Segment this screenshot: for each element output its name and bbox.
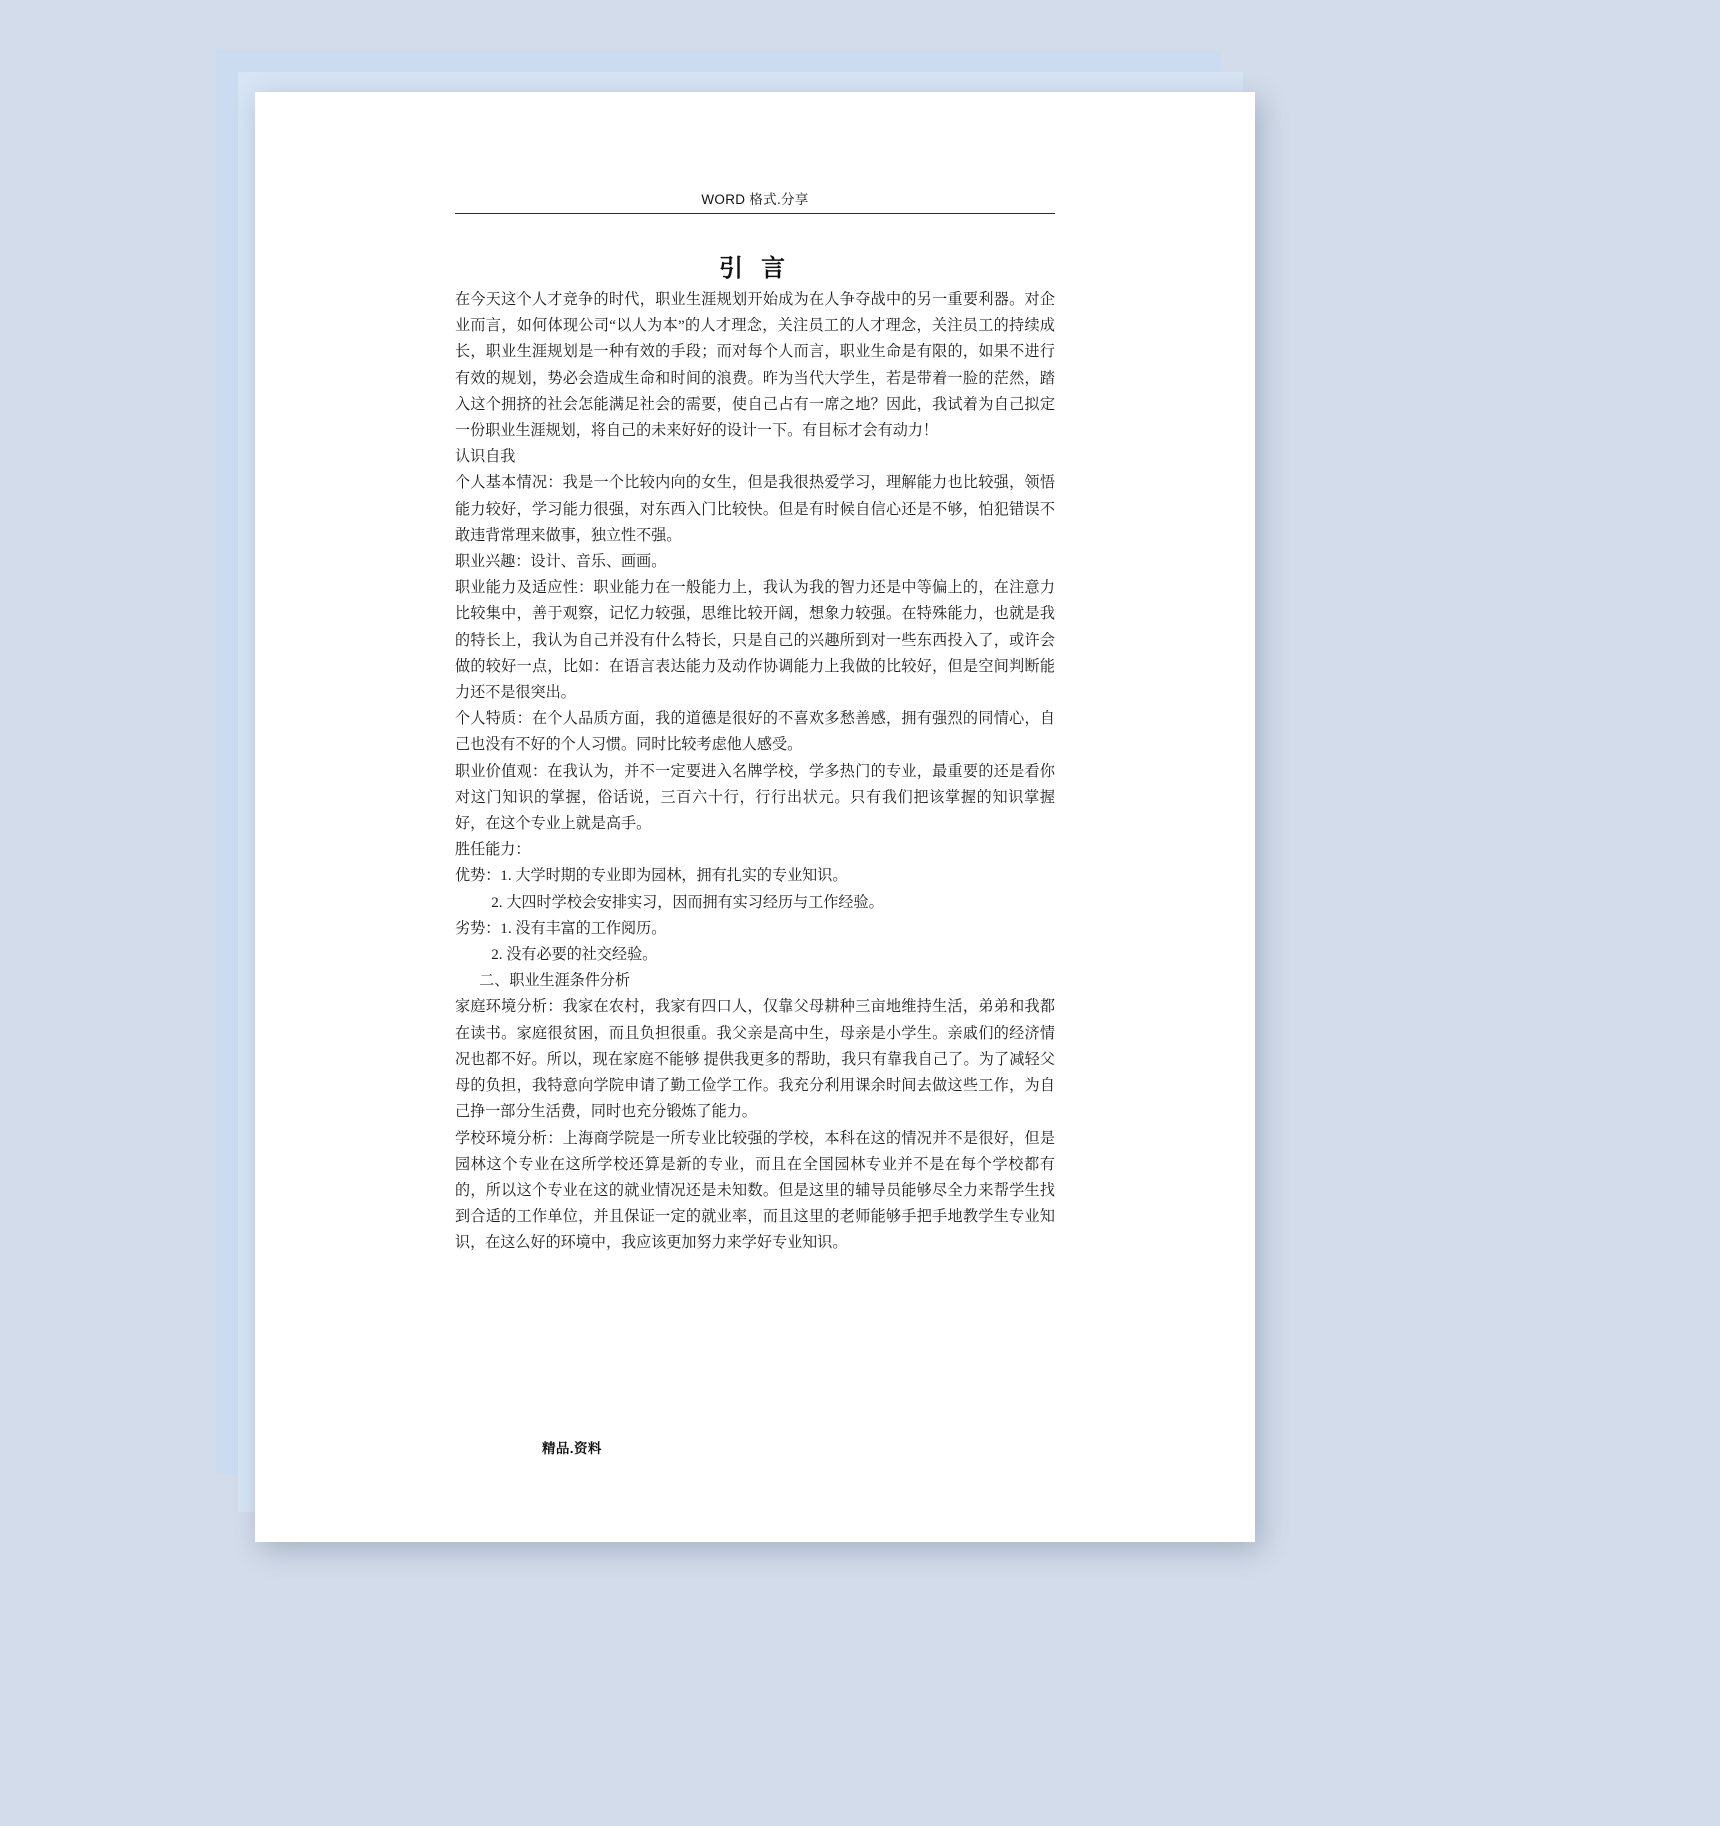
header-divider [455, 213, 1055, 214]
page-footer-text: 精品.资料 [542, 1441, 602, 1456]
document-body [455, 287, 1055, 1257]
paragraph-career-ability: 职业能力及适应性：职业能力在一般能力上，我认为我的智力还是中等偏上的，在注意力比较集中，善于观察，记忆力较强，思维比较开阔，想象力较强。在特殊能力，也就是我的特长上，我认为自己并没有什么特长，只是自己的兴趣所到对一些东西投入了，或许会做的较好一点，比如：在语言表达能力及动作协调能力上我做的比较好，但是空间判断能力还不是很突出。 [455, 580, 1055, 702]
page-header [455, 188, 1055, 214]
header-watermark-text: WORD 格式.分享 [701, 192, 809, 207]
paragraph-career-interest: 职业兴趣：设计、音乐、画画。 [455, 554, 667, 571]
paragraph-school-environment: 学校环境分析：上海商学院是一所专业比较强的学校，本科在这的情况并不是很好，但是园林这个专业在这所学校还算是新的专业，而且在全国园林专业并不是在每个学校都有的，所以这个专业在这的就业情况还是未知数。但是这里的辅导员能够尽全力来帮学生找到合适的工作单位，并且保证一定的就业率，而且这里的老师能够手把手地教学生专业知识，在这么好的环境中，我应该更加努力来学好专业知识。 [455, 1130, 1055, 1252]
paragraph-career-values: 职业价值观：在我认为，并不一定要进入名牌学校，学多热门的专业，最重要的还是看你对这门知识的掌握，俗话说，三百六十行，行行出状元。只有我们把该掌握的知识掌握好，在这个专业上就是高手。 [455, 763, 1055, 833]
paragraph-personal-traits: 个人特质：在个人品质方面，我的道德是很好的不喜欢多愁善感，拥有强烈的同情心，自己也没有不好的个人习惯。同时比较考虑他人感受。 [455, 711, 1055, 754]
document-page[interactable] [255, 92, 1255, 1542]
paragraph-strength-2: 2. 大四时学校会安排实习，因而拥有实习经历与工作经验。 [491, 894, 884, 911]
paragraph-strength-1: 优势：1. 大学时期的专业即为园林，拥有扎实的专业知识。 [455, 868, 848, 885]
page-title: 引 言 [719, 256, 791, 282]
paragraph-intro: 在今天这个人才竞争的时代，职业生涯规划开始成为在人争夺战中的另一重要利器。对企业而言，如何体现公司“以人为本”的人才理念，关注员工的人才理念，关注员工的持续成长，职业生涯规划是一种有效的手段；而对每个人而言，职业生命是有限的，如果不进行有效的规划，势必会造成生命和时间的浪费。昨为当代大学生，若是带着一脸的茫然，踏入这个拥挤的社会怎能满足社会的需要，使自己占有一席之地？因此，我试着为自己拟定一份职业生涯规划，将自己的未来好好的设计一下。有目标才会有动力！ [455, 292, 1055, 440]
paragraph-weakness-2: 2. 没有必要的社交经验。 [491, 947, 658, 964]
paragraph-section-two-heading: 二、职业生涯条件分析 [479, 973, 631, 990]
paragraph-competency-heading: 胜任能力： [455, 842, 531, 859]
paragraph-family-environment: 家庭环境分析：我家在农村，我家有四口人，仅靠父母耕种三亩地维持生活，弟弟和我都在读书。家庭很贫困，而且负担很重。我父亲是高中生，母亲是小学生。亲戚们的经济情况也都不好。所以，现在家庭不能够 提供我更多的帮助，我只有靠我自己了。为了减轻父母的负担，我特意向学院申请了勤工俭学工作。我充分利用课余时间去做这些工作，为自己挣一部分生活费，同时也充分锻炼了能力。 [455, 999, 1055, 1121]
paragraph-basic-info: 个人基本情况：我是一个比较内向的女生，但是我很热爱学习，理解能力也比较强，领悟能力较好，学习能力很强，对东西入门比较快。但是有时候自信心还是不够，怕犯错误不敢违背常理来做事，独立性不强。 [455, 475, 1055, 544]
page-content [255, 92, 1255, 1542]
paragraph-weakness-1: 劣势：1. 没有丰富的工作阅历。 [455, 920, 667, 937]
paragraph-self-awareness-heading: 认识自我 [455, 449, 516, 466]
